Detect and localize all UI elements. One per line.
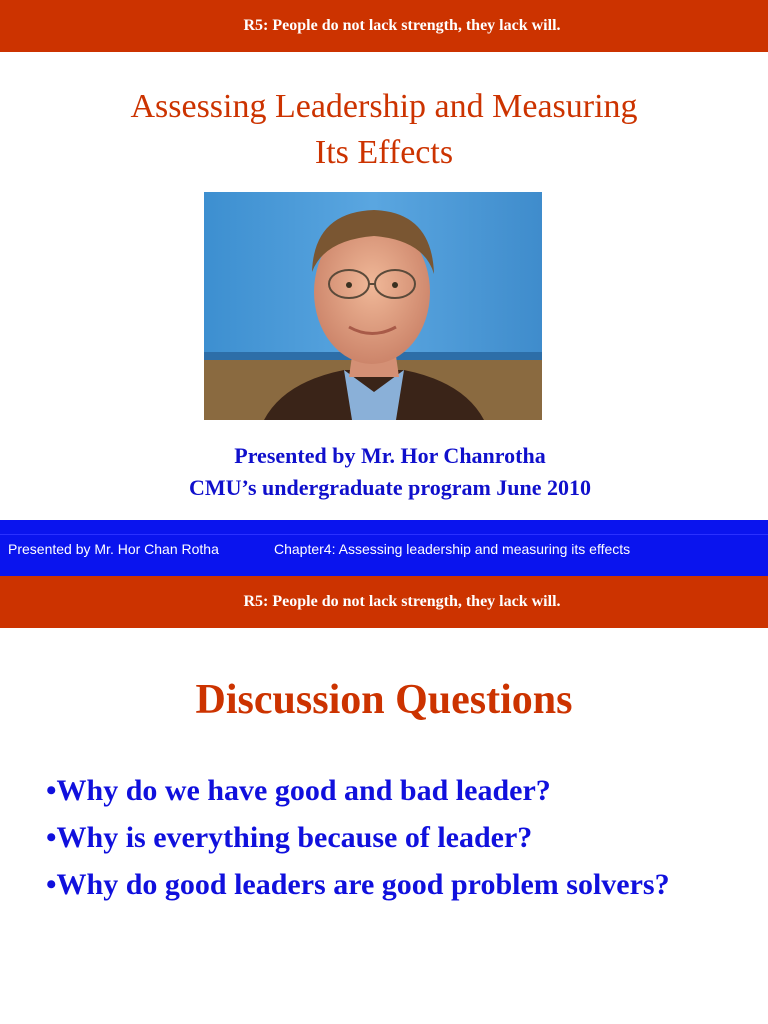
list-item-text: Why do we have good and bad leader? (56, 774, 551, 807)
footer-chapter: Chapter4: Assessing leadership and measuring its effects (274, 541, 631, 557)
quote-banner-2 (0, 576, 768, 628)
presenter-photo (204, 192, 542, 420)
discussion-list (46, 770, 726, 911)
list-item (46, 817, 726, 859)
presenter-name: Presented by Mr. Hor Chanrotha (234, 443, 546, 468)
program-info: CMU’s undergraduate program June 2010 (188, 475, 592, 500)
slide-title-line-1: Assessing Leadership and Measuring (130, 88, 638, 125)
slide-footer (0, 520, 768, 576)
footer-presenter: Presented by Mr. Hor Chan Rotha (8, 541, 219, 557)
discussion-heading: Discussion Questions (195, 677, 573, 723)
slide-title (40, 84, 728, 176)
quote-banner (0, 0, 768, 52)
presenter-info (40, 440, 740, 504)
quote-banner-2-text: R5: People do not lack strength, they lack will. (243, 593, 561, 610)
footer-stripe (0, 520, 768, 535)
quote-banner-text: R5: People do not lack strength, they lack will. (243, 17, 561, 34)
list-item-text: Why do good leaders are good problem solvers? (56, 868, 670, 901)
list-item-text: Why is everything because of leader? (56, 821, 533, 854)
list-item (46, 770, 726, 812)
bullet-marker: • (46, 821, 57, 854)
list-item (46, 864, 726, 906)
bullet-marker: • (46, 868, 57, 901)
bullet-marker: • (46, 774, 57, 807)
slide-title-line-2: Its Effects (314, 134, 454, 171)
